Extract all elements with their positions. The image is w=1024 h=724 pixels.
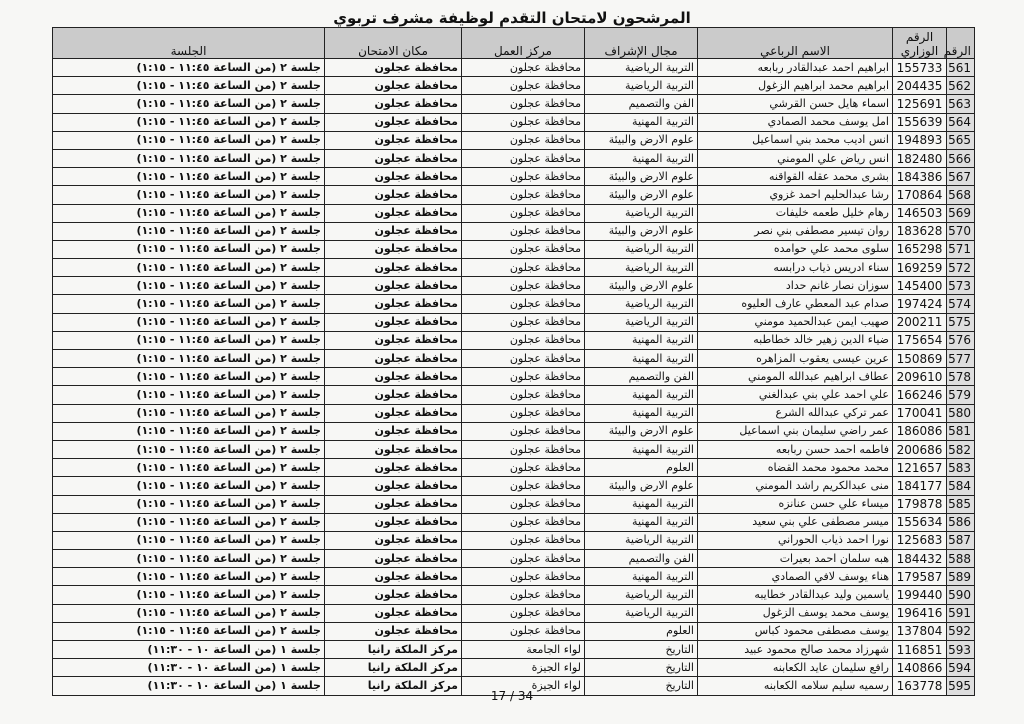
table-row [53,350,975,368]
row-number-cell: 582 [947,440,975,458]
supervision-field-cell: التربية المهنية [585,404,698,422]
table-row [53,586,975,604]
full-name-cell: عطاف ابراهيم عبدالله المومني [698,368,893,386]
workplace-cell: محافظة عجلون [462,495,585,513]
workplace-cell: محافظة عجلون [462,95,585,113]
exam-place-cell: محافظة عجلون [325,331,462,349]
session-cell: جلسة ٢ (من الساعة ١١:٤٥ - ١:١٥) [53,495,325,513]
header-session: الجلسة [53,28,325,59]
ministry-id-cell: 150869 [893,350,947,368]
ministry-id-cell: 169259 [893,259,947,277]
exam-place-cell: محافظة عجلون [325,168,462,186]
supervision-field-cell: التاريخ [585,659,698,677]
table-row [53,77,975,95]
supervision-field-cell: علوم الارض والبيئة [585,186,698,204]
full-name-cell: بشرى محمد عقله القواقنه [698,168,893,186]
ministry-id-cell: 155639 [893,113,947,131]
exam-place-cell: محافظة عجلون [325,495,462,513]
supervision-field-cell: علوم الارض والبيئة [585,277,698,295]
supervision-field-cell: التربية الرياضية [585,259,698,277]
exam-place-cell: محافظة عجلون [325,240,462,258]
session-cell: جلسة ٢ (من الساعة ١١:٤٥ - ١:١٥) [53,186,325,204]
workplace-cell: لواء الجيزة [462,659,585,677]
exam-place-cell: محافظة عجلون [325,313,462,331]
exam-place-cell: مركز الملكة رانيا [325,677,462,695]
session-cell: جلسة ٢ (من الساعة ١١:٤٥ - ١:١٥) [53,550,325,568]
exam-place-cell: محافظة عجلون [325,604,462,622]
full-name-cell: صدام عبد المعطي عارف العليوه [698,295,893,313]
full-name-cell: هناء يوسف لافي الصمادي [698,568,893,586]
row-number-cell: 581 [947,422,975,440]
row-number-cell: 569 [947,204,975,222]
full-name-cell: عرين عيسى يعقوب المزاهره [698,350,893,368]
table-body [53,59,975,696]
ministry-id-cell: 155733 [893,59,947,77]
page-title: المرشحون لامتحان التقدم لوظيفة مشرف تربوي [333,9,691,27]
exam-place-cell: محافظة عجلون [325,531,462,549]
table-row [53,568,975,586]
session-cell: جلسة ٢ (من الساعة ١١:٤٥ - ١:١٥) [53,604,325,622]
exam-place-cell: محافظة عجلون [325,59,462,77]
workplace-cell: محافظة عجلون [462,113,585,131]
header-moe-id-line1: الرقم [905,30,934,44]
row-number-cell: 591 [947,604,975,622]
workplace-cell: محافظة عجلون [462,459,585,477]
session-cell: جلسة ٢ (من الساعة ١١:٤٥ - ١:١٥) [53,240,325,258]
workplace-cell: لواء الجامعة [462,641,585,659]
exam-place-cell: محافظة عجلون [325,404,462,422]
ministry-id-cell: 204435 [893,77,947,95]
exam-place-cell: محافظة عجلون [325,350,462,368]
row-number-cell: 562 [947,77,975,95]
workplace-cell: محافظة عجلون [462,404,585,422]
ministry-id-cell: 163778 [893,677,947,695]
workplace-cell: محافظة عجلون [462,386,585,404]
ministry-id-cell: 175654 [893,331,947,349]
page-number: 17 / 34 [490,689,534,703]
ministry-id-cell: 194893 [893,131,947,149]
workplace-cell: محافظة عجلون [462,604,585,622]
header-moe-id [893,28,947,59]
session-cell: جلسة ٢ (من الساعة ١١:٤٥ - ١:١٥) [53,513,325,531]
full-name-cell: يوسف محمد يوسف الزغول [698,604,893,622]
exam-place-cell: محافظة عجلون [325,422,462,440]
row-number-cell: 588 [947,550,975,568]
header-num: الرقم [947,28,975,59]
ministry-id-cell: 166246 [893,386,947,404]
table-header-row [53,28,975,59]
header-name: الاسم الرباعي [698,28,893,59]
ministry-id-cell: 183628 [893,222,947,240]
supervision-field-cell: التربية الرياضية [585,604,698,622]
exam-place-cell: محافظة عجلون [325,568,462,586]
supervision-field-cell: التربية المهنية [585,149,698,167]
exam-place-cell: محافظة عجلون [325,77,462,95]
workplace-cell: محافظة عجلون [462,331,585,349]
table-row [53,422,975,440]
supervision-field-cell: التربية المهنية [585,568,698,586]
ministry-id-cell: 140866 [893,659,947,677]
workplace-cell: محافظة عجلون [462,59,585,77]
ministry-id-cell: 165298 [893,240,947,258]
row-number-cell: 586 [947,513,975,531]
supervision-field-cell: العلوم [585,459,698,477]
row-number-cell: 578 [947,368,975,386]
row-number-cell: 580 [947,404,975,422]
workplace-cell: محافظة عجلون [462,568,585,586]
ministry-id-cell: 179587 [893,568,947,586]
supervision-field-cell: التاريخ [585,641,698,659]
exam-place-cell: محافظة عجلون [325,222,462,240]
full-name-cell: نورا احمد ذياب الحوراني [698,531,893,549]
header-workplace: مركز العمل [462,28,585,59]
table-row [53,331,975,349]
table-row [53,659,975,677]
full-name-cell: ضياء الدين زهير خالد خطاطبه [698,331,893,349]
workplace-cell: محافظة عجلون [462,204,585,222]
session-cell: جلسة ٢ (من الساعة ١١:٤٥ - ١:١٥) [53,77,325,95]
supervision-field-cell: علوم الارض والبيئة [585,422,698,440]
exam-place-cell: مركز الملكة رانيا [325,641,462,659]
full-name-cell: سلوى محمد علي حوامده [698,240,893,258]
exam-place-cell: محافظة عجلون [325,386,462,404]
supervision-field-cell: التاريخ [585,677,698,695]
session-cell: جلسة ١ (من الساعة ١٠ - ١١:٣٠) [53,659,325,677]
supervision-field-cell: الفن والتصميم [585,95,698,113]
session-cell: جلسة ٢ (من الساعة ١١:٤٥ - ١:١٥) [53,368,325,386]
ministry-id-cell: 184386 [893,168,947,186]
ministry-id-cell: 125691 [893,95,947,113]
full-name-cell: عمر تركي عبدالله الشرع [698,404,893,422]
table-row [53,168,975,186]
full-name-cell: شهرزاد محمد صالح محمود عبيد [698,641,893,659]
row-number-cell: 572 [947,259,975,277]
session-cell: جلسة ٢ (من الساعة ١١:٤٥ - ١:١٥) [53,113,325,131]
supervision-field-cell: التربية الرياضية [585,586,698,604]
full-name-cell: منى عبدالكريم راشد المومني [698,477,893,495]
table-row [53,495,975,513]
workplace-cell: محافظة عجلون [462,368,585,386]
session-cell: جلسة ٢ (من الساعة ١١:٤٥ - ١:١٥) [53,295,325,313]
ministry-id-cell: 146503 [893,204,947,222]
table-row [53,186,975,204]
full-name-cell: ابراهيم محمد ابراهيم الزغول [698,77,893,95]
ministry-id-cell: 200686 [893,440,947,458]
ministry-id-cell: 197424 [893,295,947,313]
exam-place-cell: محافظة عجلون [325,186,462,204]
exam-place-cell: محافظة عجلون [325,550,462,568]
table-row [53,113,975,131]
full-name-cell: علي احمد علي بني عبدالغني [698,386,893,404]
exam-place-cell: محافظة عجلون [325,95,462,113]
ministry-id-cell: 184432 [893,550,947,568]
workplace-cell: محافظة عجلون [462,586,585,604]
full-name-cell: ابراهيم احمد عبدالقادر ربابعه [698,59,893,77]
table-row [53,386,975,404]
ministry-id-cell: 121657 [893,459,947,477]
ministry-id-cell: 196416 [893,604,947,622]
row-number-cell: 570 [947,222,975,240]
table-row [53,149,975,167]
exam-place-cell: محافظة عجلون [325,622,462,640]
full-name-cell: فاطمه احمد حسن ربابعه [698,440,893,458]
row-number-cell: 589 [947,568,975,586]
supervision-field-cell: علوم الارض والبيئة [585,168,698,186]
supervision-field-cell: التربية المهنية [585,440,698,458]
table-row [53,222,975,240]
session-cell: جلسة ٢ (من الساعة ١١:٤٥ - ١:١٥) [53,422,325,440]
session-cell: جلسة ٢ (من الساعة ١١:٤٥ - ١:١٥) [53,204,325,222]
session-cell: جلسة ٢ (من الساعة ١١:٤٥ - ١:١٥) [53,477,325,495]
session-cell: جلسة ٢ (من الساعة ١١:٤٥ - ١:١٥) [53,586,325,604]
row-number-cell: 584 [947,477,975,495]
workplace-cell: محافظة عجلون [462,168,585,186]
table-row [53,459,975,477]
supervision-field-cell: التربية الرياضية [585,77,698,95]
ministry-id-cell: 170864 [893,186,947,204]
row-number-cell: 577 [947,350,975,368]
ministry-id-cell: 145400 [893,277,947,295]
full-name-cell: ياسمين وليد عبدالقادر خطايبه [698,586,893,604]
workplace-cell: محافظة عجلون [462,295,585,313]
header-moe-id-line2: الوزاري [900,44,939,58]
table-row [53,59,975,77]
workplace-cell: محافظة عجلون [462,422,585,440]
table-row [53,531,975,549]
row-number-cell: 565 [947,131,975,149]
ministry-id-cell: 186086 [893,422,947,440]
ministry-id-cell: 137804 [893,622,947,640]
full-name-cell: سوزان نصار غانم حداد [698,277,893,295]
session-cell: جلسة ٢ (من الساعة ١١:٤٥ - ١:١٥) [53,277,325,295]
session-cell: جلسة ٢ (من الساعة ١١:٤٥ - ١:١٥) [53,350,325,368]
full-name-cell: رشا عبدالحليم احمد غزوي [698,186,893,204]
exam-place-cell: محافظة عجلون [325,259,462,277]
supervision-field-cell: الفن والتصميم [585,368,698,386]
session-cell: جلسة ٢ (من الساعة ١١:٤٥ - ١:١٥) [53,440,325,458]
full-name-cell: رسميه سليم سلامه الكعابنه [698,677,893,695]
session-cell: جلسة ٢ (من الساعة ١١:٤٥ - ١:١٥) [53,331,325,349]
session-cell: جلسة ٢ (من الساعة ١١:٤٥ - ١:١٥) [53,531,325,549]
session-cell: جلسة ٢ (من الساعة ١١:٤٥ - ١:١٥) [53,386,325,404]
table-row [53,313,975,331]
exam-place-cell: محافظة عجلون [325,586,462,604]
table-row [53,204,975,222]
row-number-cell: 576 [947,331,975,349]
full-name-cell: انس اديب محمد بني اسماعيل [698,131,893,149]
row-number-cell: 585 [947,495,975,513]
supervision-field-cell: التربية الرياضية [585,531,698,549]
ministry-id-cell: 179878 [893,495,947,513]
full-name-cell: هبه سلمان احمد بعيرات [698,550,893,568]
session-cell: جلسة ٢ (من الساعة ١١:٤٥ - ١:١٥) [53,131,325,149]
row-number-cell: 593 [947,641,975,659]
row-number-cell: 563 [947,95,975,113]
supervision-field-cell: التربية المهنية [585,350,698,368]
session-cell: جلسة ٢ (من الساعة ١١:٤٥ - ١:١٥) [53,59,325,77]
workplace-cell: محافظة عجلون [462,531,585,549]
full-name-cell: يوسف مصطفى محمود كباس [698,622,893,640]
row-number-cell: 568 [947,186,975,204]
ministry-id-cell: 209610 [893,368,947,386]
full-name-cell: ميساء علي حسن عنانزه [698,495,893,513]
table-row [53,95,975,113]
table-row [53,641,975,659]
table-row [53,368,975,386]
ministry-id-cell: 125683 [893,531,947,549]
row-number-cell: 592 [947,622,975,640]
ministry-id-cell: 199440 [893,586,947,604]
session-cell: جلسة ٢ (من الساعة ١١:٤٥ - ١:١٥) [53,149,325,167]
full-name-cell: اسماء هايل حسن القرشي [698,95,893,113]
table-row [53,295,975,313]
workplace-cell: محافظة عجلون [462,513,585,531]
row-number-cell: 566 [947,149,975,167]
session-cell: جلسة ١ (من الساعة ١٠ - ١١:٣٠) [53,641,325,659]
ministry-id-cell: 155634 [893,513,947,531]
ministry-id-cell: 182480 [893,149,947,167]
exam-place-cell: محافظة عجلون [325,440,462,458]
table-row [53,240,975,258]
exam-place-cell: محافظة عجلون [325,131,462,149]
row-number-cell: 567 [947,168,975,186]
exam-place-cell: محافظة عجلون [325,477,462,495]
full-name-cell: روان تيسير مصطفى بني نصر [698,222,893,240]
row-number-cell: 573 [947,277,975,295]
supervision-field-cell: علوم الارض والبيئة [585,131,698,149]
session-cell: جلسة ٢ (من الساعة ١١:٤٥ - ١:١٥) [53,168,325,186]
ministry-id-cell: 200211 [893,313,947,331]
workplace-cell: محافظة عجلون [462,477,585,495]
table-row [53,622,975,640]
row-number-cell: 571 [947,240,975,258]
supervision-field-cell: التربية الرياضية [585,59,698,77]
header-field: مجال الإشراف [585,28,698,59]
workplace-cell: محافظة عجلون [462,131,585,149]
exam-place-cell: محافظة عجلون [325,113,462,131]
full-name-cell: صهيب ايمن عبدالحميد مومني [698,313,893,331]
workplace-cell: محافظة عجلون [462,149,585,167]
row-number-cell: 579 [947,386,975,404]
row-number-cell: 575 [947,313,975,331]
workplace-cell: محافظة عجلون [462,313,585,331]
row-number-cell: 590 [947,586,975,604]
supervision-field-cell: التربية المهنية [585,113,698,131]
supervision-field-cell: علوم الارض والبيئة [585,477,698,495]
session-cell: جلسة ١ (من الساعة ١٠ - ١١:٣٠) [53,677,325,695]
row-number-cell: 561 [947,59,975,77]
exam-place-cell: مركز الملكة رانيا [325,659,462,677]
workplace-cell: محافظة عجلون [462,240,585,258]
row-number-cell: 595 [947,677,975,695]
supervision-field-cell: التربية المهنية [585,513,698,531]
full-name-cell: رهام خليل طعمه خليفات [698,204,893,222]
workplace-cell: محافظة عجلون [462,550,585,568]
supervision-field-cell: التربية المهنية [585,386,698,404]
session-cell: جلسة ٢ (من الساعة ١١:٤٥ - ١:١٥) [53,459,325,477]
session-cell: جلسة ٢ (من الساعة ١١:٤٥ - ١:١٥) [53,222,325,240]
supervision-field-cell: التربية الرياضية [585,240,698,258]
session-cell: جلسة ٢ (من الساعة ١١:٤٥ - ١:١٥) [53,404,325,422]
workplace-cell: محافظة عجلون [462,350,585,368]
exam-place-cell: محافظة عجلون [325,204,462,222]
workplace-cell: محافظة عجلون [462,222,585,240]
ministry-id-cell: 184177 [893,477,947,495]
candidates-table [52,27,975,696]
session-cell: جلسة ٢ (من الساعة ١١:٤٥ - ١:١٥) [53,622,325,640]
workplace-cell: لواء الجيزة [462,677,585,695]
table-row [53,131,975,149]
row-number-cell: 583 [947,459,975,477]
row-number-cell: 587 [947,531,975,549]
session-cell: جلسة ٢ (من الساعة ١١:٤٥ - ١:١٥) [53,568,325,586]
exam-place-cell: محافظة عجلون [325,149,462,167]
ministry-id-cell: 116851 [893,641,947,659]
full-name-cell: محمد محمود محمد القضاه [698,459,893,477]
full-name-cell: ميسر مصطفى علي بني سعيد [698,513,893,531]
full-name-cell: سناء ادريس ذياب درابسه [698,259,893,277]
table-row [53,404,975,422]
table-row [53,477,975,495]
supervision-field-cell: التربية الرياضية [585,313,698,331]
table-row [53,604,975,622]
exam-place-cell: محافظة عجلون [325,513,462,531]
exam-place-cell: محافظة عجلون [325,368,462,386]
full-name-cell: انس رياض علي المومني [698,149,893,167]
full-name-cell: عمر راضي سليمان بني اسماعيل [698,422,893,440]
supervision-field-cell: التربية الرياضية [585,295,698,313]
session-cell: جلسة ٢ (من الساعة ١١:٤٥ - ١:١٥) [53,313,325,331]
row-number-cell: 574 [947,295,975,313]
supervision-field-cell: الفن والتصميم [585,550,698,568]
session-cell: جلسة ٢ (من الساعة ١١:٤٥ - ١:١٥) [53,259,325,277]
table-row [53,550,975,568]
workplace-cell: محافظة عجلون [462,186,585,204]
exam-place-cell: محافظة عجلون [325,459,462,477]
full-name-cell: رافع سليمان عايد الكعابنه [698,659,893,677]
table-row [53,440,975,458]
exam-place-cell: محافظة عجلون [325,277,462,295]
ministry-id-cell: 170041 [893,404,947,422]
exam-place-cell: محافظة عجلون [325,295,462,313]
row-number-cell: 564 [947,113,975,131]
workplace-cell: محافظة عجلون [462,77,585,95]
supervision-field-cell: العلوم [585,622,698,640]
table-row [53,513,975,531]
supervision-field-cell: علوم الارض والبيئة [585,222,698,240]
table-row [53,259,975,277]
supervision-field-cell: التربية الرياضية [585,204,698,222]
session-cell: جلسة ٢ (من الساعة ١١:٤٥ - ١:١٥) [53,95,325,113]
row-number-cell: 594 [947,659,975,677]
table-row [53,277,975,295]
supervision-field-cell: التربية المهنية [585,331,698,349]
header-exam-place: مكان الامتحان [325,28,462,59]
workplace-cell: محافظة عجلون [462,259,585,277]
workplace-cell: محافظة عجلون [462,277,585,295]
full-name-cell: امل يوسف محمد الصمادي [698,113,893,131]
workplace-cell: محافظة عجلون [462,622,585,640]
supervision-field-cell: التربية المهنية [585,495,698,513]
workplace-cell: محافظة عجلون [462,440,585,458]
